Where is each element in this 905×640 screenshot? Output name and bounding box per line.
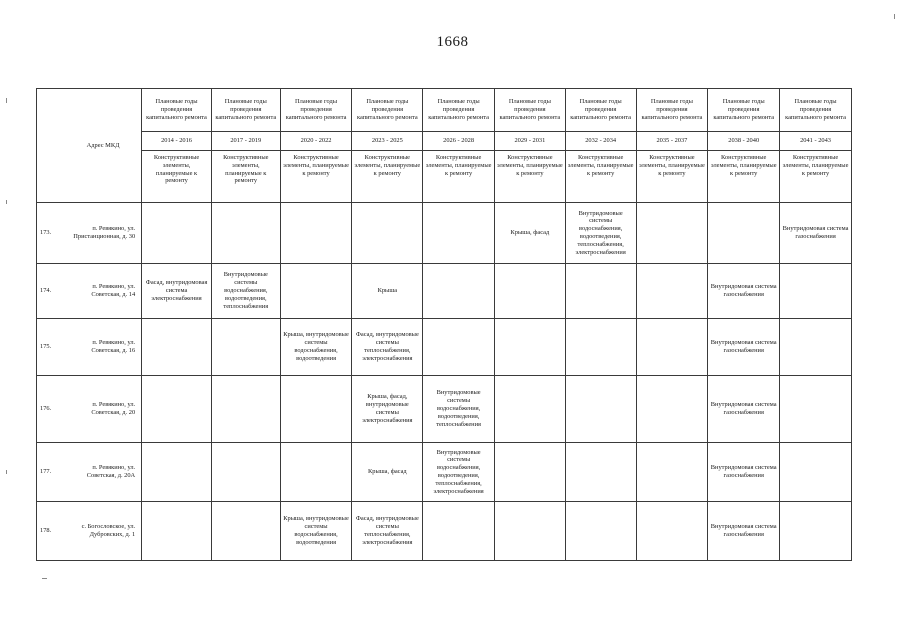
repair-cell: Внутридомовая система газоснабжения: [708, 376, 780, 443]
repair-cell: [280, 376, 352, 443]
repair-cell: Фасад, внутридомовые системы теплоснабжения, электроснабжения: [352, 319, 423, 376]
repair-cell: [495, 376, 566, 443]
repair-cell: [280, 264, 352, 319]
column-years: 2032 - 2034: [565, 132, 636, 151]
column-years: 2023 - 2025: [352, 132, 423, 151]
repair-cell: [565, 443, 636, 502]
repair-cell: [565, 502, 636, 561]
repair-cell: [423, 502, 495, 561]
column-years: 2017 - 2019: [211, 132, 280, 151]
page-number: 1668: [436, 34, 469, 50]
scan-speck: [6, 98, 7, 103]
repair-cell: [636, 376, 708, 443]
repair-cell: [495, 443, 566, 502]
column-elements-header: Конструктивные элементы, планируемые к ремонту: [708, 151, 780, 203]
repair-cell: [780, 502, 852, 561]
capital-repair-table: [36, 88, 852, 561]
repair-cell: Внутридомовые системы водоснабжения, водоотведения, теплоснабжения: [423, 376, 495, 443]
repair-cell: Внутридомовые системы водоснабжения, водоотведения, теплоснабжения: [211, 264, 280, 319]
row-address: п. Ревякино, ул. Советская, д. 14: [63, 264, 142, 319]
column-period-header: Плановые годы проведения капитального ремонта: [211, 89, 280, 132]
column-elements-header: Конструктивные элементы, планируемые к ремонту: [423, 151, 495, 203]
repair-cell: Внутридомовая система газоснабжения: [708, 443, 780, 502]
repair-cell: [211, 203, 280, 264]
column-period-header: Плановые годы проведения капитального ремонта: [423, 89, 495, 132]
repair-cell: Внутридомовые системы водоснабжения, водоотведения, теплоснабжения, электроснабжения: [423, 443, 495, 502]
repair-cell: Крыша, внутридомовые системы водоснабжения, водоотведения: [280, 502, 352, 561]
row-address: п. Ревякино, ул. Советская, д. 20: [63, 376, 142, 443]
column-period-header: Плановые годы проведения капитального ремонта: [780, 89, 852, 132]
row-number: 175.: [37, 319, 63, 376]
table-row: [37, 502, 852, 561]
repair-cell: Крыша, фасад, внутридомовые системы электроснабжения: [352, 376, 423, 443]
header-row-period: [37, 89, 852, 132]
repair-cell: [423, 319, 495, 376]
address-header: Адрес МКД: [37, 89, 142, 203]
repair-cell: [211, 502, 280, 561]
scan-speck: [894, 14, 895, 19]
repair-cell: Внутридомовые системы водоснабжения, водоотведения, теплоснабжения, электроснабжения: [565, 203, 636, 264]
row-number: 178.: [37, 502, 63, 561]
repair-cell: [423, 203, 495, 264]
column-period-header: Плановые годы проведения капитального ремонта: [352, 89, 423, 132]
column-years: 2041 - 2043: [780, 132, 852, 151]
repair-cell: [211, 319, 280, 376]
repair-cell: [780, 264, 852, 319]
repair-cell: [211, 443, 280, 502]
repair-cell: Крыша: [352, 264, 423, 319]
repair-cell: [142, 319, 212, 376]
column-years: 2029 - 2031: [495, 132, 566, 151]
repair-cell: [636, 203, 708, 264]
table-row: [37, 203, 852, 264]
column-years: 2014 - 2016: [142, 132, 212, 151]
table-row: [37, 443, 852, 502]
column-period-header: Плановые годы проведения капитального ремонта: [142, 89, 212, 132]
column-elements-header: Конструктивные элементы, планируемые к ремонту: [142, 151, 212, 203]
column-period-header: Плановые годы проведения капитального ремонта: [708, 89, 780, 132]
scan-speck: [42, 578, 47, 579]
repair-cell: [142, 443, 212, 502]
repair-cell: Внутридомовая система газоснабжения: [708, 264, 780, 319]
scan-speck: [6, 470, 7, 474]
repair-cell: Внутридомовая система газоснабжения: [780, 203, 852, 264]
repair-cell: [423, 264, 495, 319]
column-years: 2020 - 2022: [280, 132, 352, 151]
row-number: 177.: [37, 443, 63, 502]
repair-cell: [565, 319, 636, 376]
repair-cell: [142, 376, 212, 443]
repair-cell: [142, 502, 212, 561]
table-row: [37, 376, 852, 443]
repair-cell: [280, 203, 352, 264]
column-elements-header: Конструктивные элементы, планируемые к ремонту: [780, 151, 852, 203]
repair-cell: [352, 203, 423, 264]
repair-cell: [495, 502, 566, 561]
repair-cell: [636, 319, 708, 376]
table-row: [37, 319, 852, 376]
repair-cell: [636, 264, 708, 319]
repair-cell: [780, 376, 852, 443]
column-elements-header: Конструктивные элементы, планируемые к ремонту: [211, 151, 280, 203]
row-address: п. Ревякино, ул. Советская, д. 16: [63, 319, 142, 376]
column-years: 2026 - 2028: [423, 132, 495, 151]
header-row-elements: [37, 151, 852, 203]
column-elements-header: Конструктивные элементы, планируемые к ремонту: [352, 151, 423, 203]
header-row-years: [37, 132, 852, 151]
column-years: 2035 - 2037: [636, 132, 708, 151]
table-row: [37, 264, 852, 319]
repair-cell: Фасад, внутридомовая система электроснабжения: [142, 264, 212, 319]
column-period-header: Плановые годы проведения капитального ремонта: [495, 89, 566, 132]
repair-cell: Внутридомовая система газоснабжения: [708, 319, 780, 376]
repair-cell: Крыша, фасад: [495, 203, 566, 264]
repair-cell: [280, 443, 352, 502]
repair-cell: [565, 376, 636, 443]
column-period-header: Плановые годы проведения капитального ремонта: [565, 89, 636, 132]
repair-cell: Крыша, внутридомовые системы водоснабжения, водоотведения: [280, 319, 352, 376]
repair-cell: [565, 264, 636, 319]
repair-cell: [780, 319, 852, 376]
column-elements-header: Конструктивные элементы, планируемые к ремонту: [280, 151, 352, 203]
column-period-header: Плановые годы проведения капитального ремонта: [636, 89, 708, 132]
repair-cell: [708, 203, 780, 264]
repair-cell: [211, 376, 280, 443]
repair-cell: [495, 319, 566, 376]
column-elements-header: Конструктивные элементы, планируемые к ремонту: [495, 151, 566, 203]
repair-cell: [636, 443, 708, 502]
repair-cell: [142, 203, 212, 264]
repair-cell: [495, 264, 566, 319]
scan-speck: [6, 200, 7, 204]
repair-cell: Фасад, внутридомовые системы теплоснабжения, электроснабжения: [352, 502, 423, 561]
row-address: п. Ревякино, ул. Пристанционная, д. 30: [63, 203, 142, 264]
row-address: п. Ревякино, ул. Советская, д. 20А: [63, 443, 142, 502]
repair-cell: [780, 443, 852, 502]
row-number: 176.: [37, 376, 63, 443]
repair-cell: [636, 502, 708, 561]
column-elements-header: Конструктивные элементы, планируемые к ремонту: [636, 151, 708, 203]
repair-cell: Внутридомовая система газоснабжения: [708, 502, 780, 561]
repair-cell: Крыша, фасад: [352, 443, 423, 502]
row-address: с. Богословское, ул. Дубровских, д. 1: [63, 502, 142, 561]
column-years: 2038 - 2040: [708, 132, 780, 151]
row-number: 174.: [37, 264, 63, 319]
column-period-header: Плановые годы проведения капитального ремонта: [280, 89, 352, 132]
row-number: 173.: [37, 203, 63, 264]
column-elements-header: Конструктивные элементы, планируемые к ремонту: [565, 151, 636, 203]
